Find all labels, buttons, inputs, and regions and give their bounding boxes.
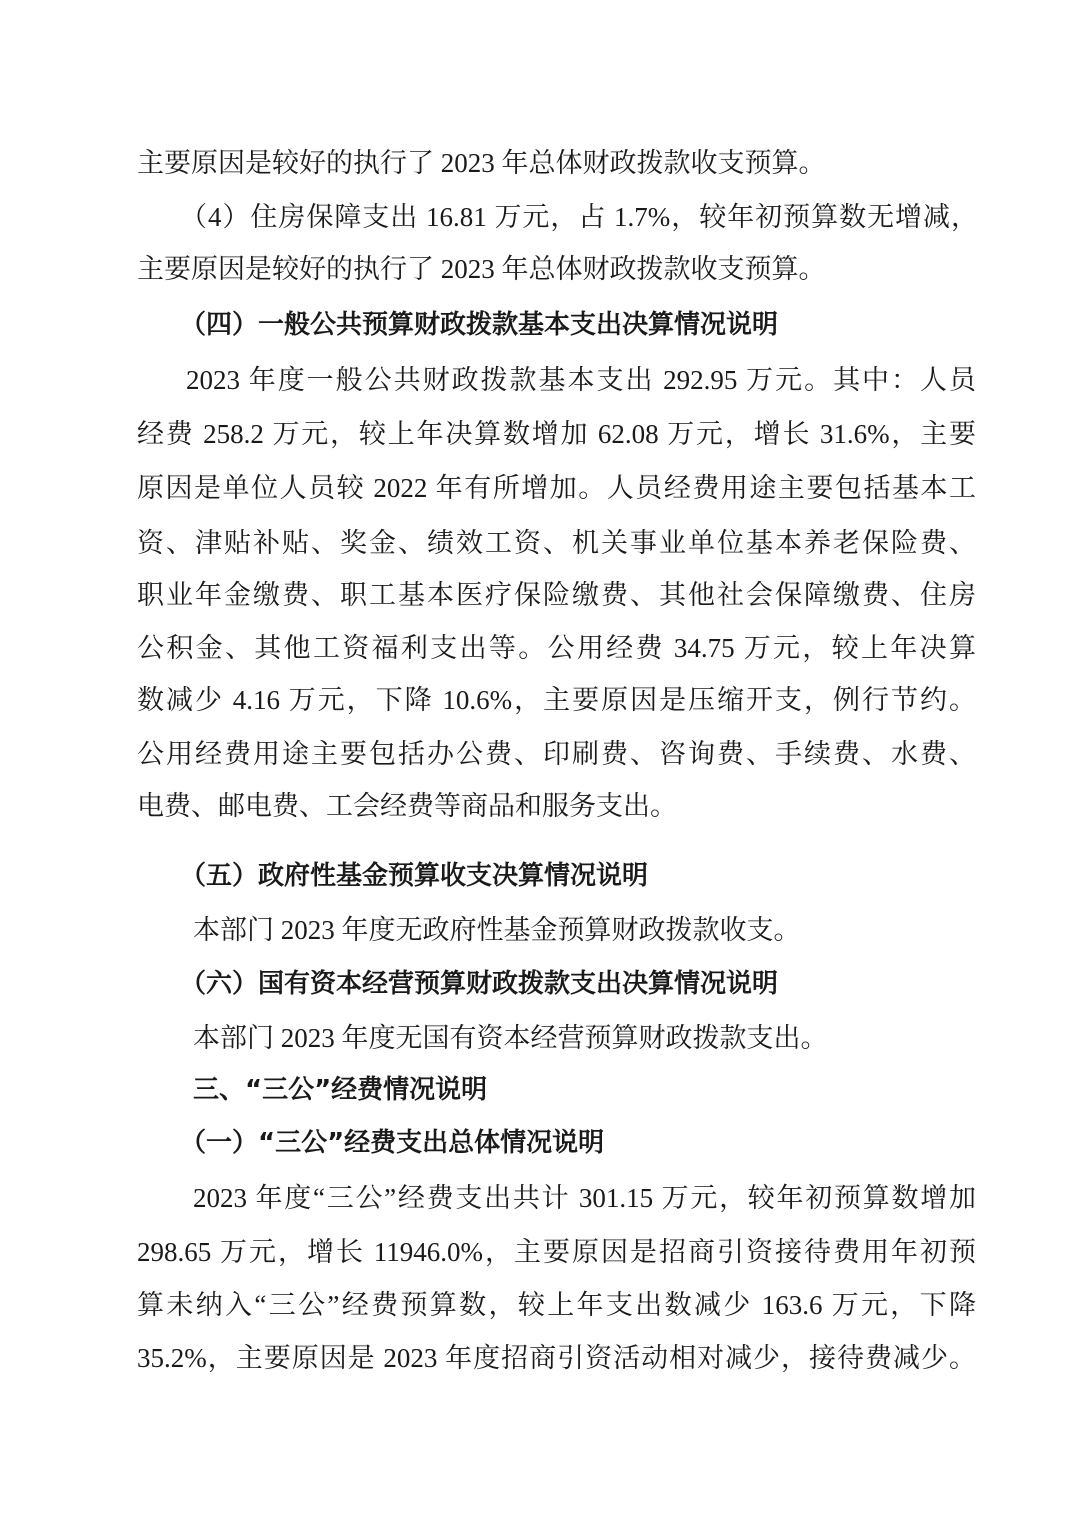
- section-heading: （六）国有资本经营预算财政拨款支出决算情况说明: [180, 969, 779, 999]
- section-heading: （一）“三公”经费支出总体情况说明: [180, 1128, 605, 1158]
- paragraph-line: 电费、邮电费、工会经费等商品和服务支出。: [137, 791, 677, 821]
- paragraph-line: 本部门 2023 年度无国有资本经营预算财政拨款支出。: [193, 1023, 828, 1053]
- paragraph-line: 算未纳入“三公”经费预算数，较上年支出数减少 163.6 万元，下降: [137, 1290, 976, 1320]
- chapter-heading: 三、“三公”经费情况说明: [193, 1075, 488, 1105]
- paragraph-line: 本部门 2023 年度无政府性基金预算财政拨款收支。: [193, 915, 801, 945]
- paragraph-line: 资、津贴补贴、奖金、绩效工资、机关事业单位基本养老保险费、: [137, 528, 976, 558]
- paragraph-line: 2023 年度一般公共财政拨款基本支出 292.95 万元。其中：人员: [186, 365, 976, 395]
- paragraph-line: （4）住房保障支出 16.81 万元，占 1.7%，较年初预算数无增减，: [180, 202, 978, 232]
- paragraph-line: 职业年金缴费、职工基本医疗保险缴费、其他社会保障缴费、住房: [137, 580, 976, 610]
- paragraph-line: 2023 年度“三公”经费支出共计 301.15 万元，较年初预算数增加: [193, 1183, 976, 1213]
- section-heading: （四）一般公共预算财政拨款基本支出决算情况说明: [180, 310, 779, 340]
- paragraph-line: 原因是单位人员较 2022 年有所增加。人员经费用途主要包括基本工: [137, 473, 976, 503]
- paragraph-line: 35.2%，主要原因是 2023 年度招商引资活动相对减少，接待费减少。: [137, 1343, 976, 1373]
- paragraph-line: 主要原因是较好的执行了 2023 年总体财政拨款收支预算。: [137, 254, 826, 284]
- paragraph-line: 公用经费用途主要包括办公费、印刷费、咨询费、手续费、水费、: [137, 739, 976, 769]
- paragraph-line: 298.65 万元，增长 11946.0%，主要原因是招商引资接待费用年初预: [137, 1237, 976, 1267]
- paragraph-line: 经费 258.2 万元，较上年决算数增加 62.08 万元，增长 31.6%，主要: [137, 419, 976, 449]
- paragraph-line: 数减少 4.16 万元，下降 10.6%，主要原因是压缩开支，例行节约。: [137, 685, 976, 715]
- paragraph-line: 公积金、其他工资福利支出等。公用经费 34.75 万元，较上年决算: [137, 633, 976, 663]
- paragraph-line: 主要原因是较好的执行了 2023 年总体财政拨款收支预算。: [137, 148, 826, 178]
- section-heading: （五）政府性基金预算收支决算情况说明: [180, 861, 649, 891]
